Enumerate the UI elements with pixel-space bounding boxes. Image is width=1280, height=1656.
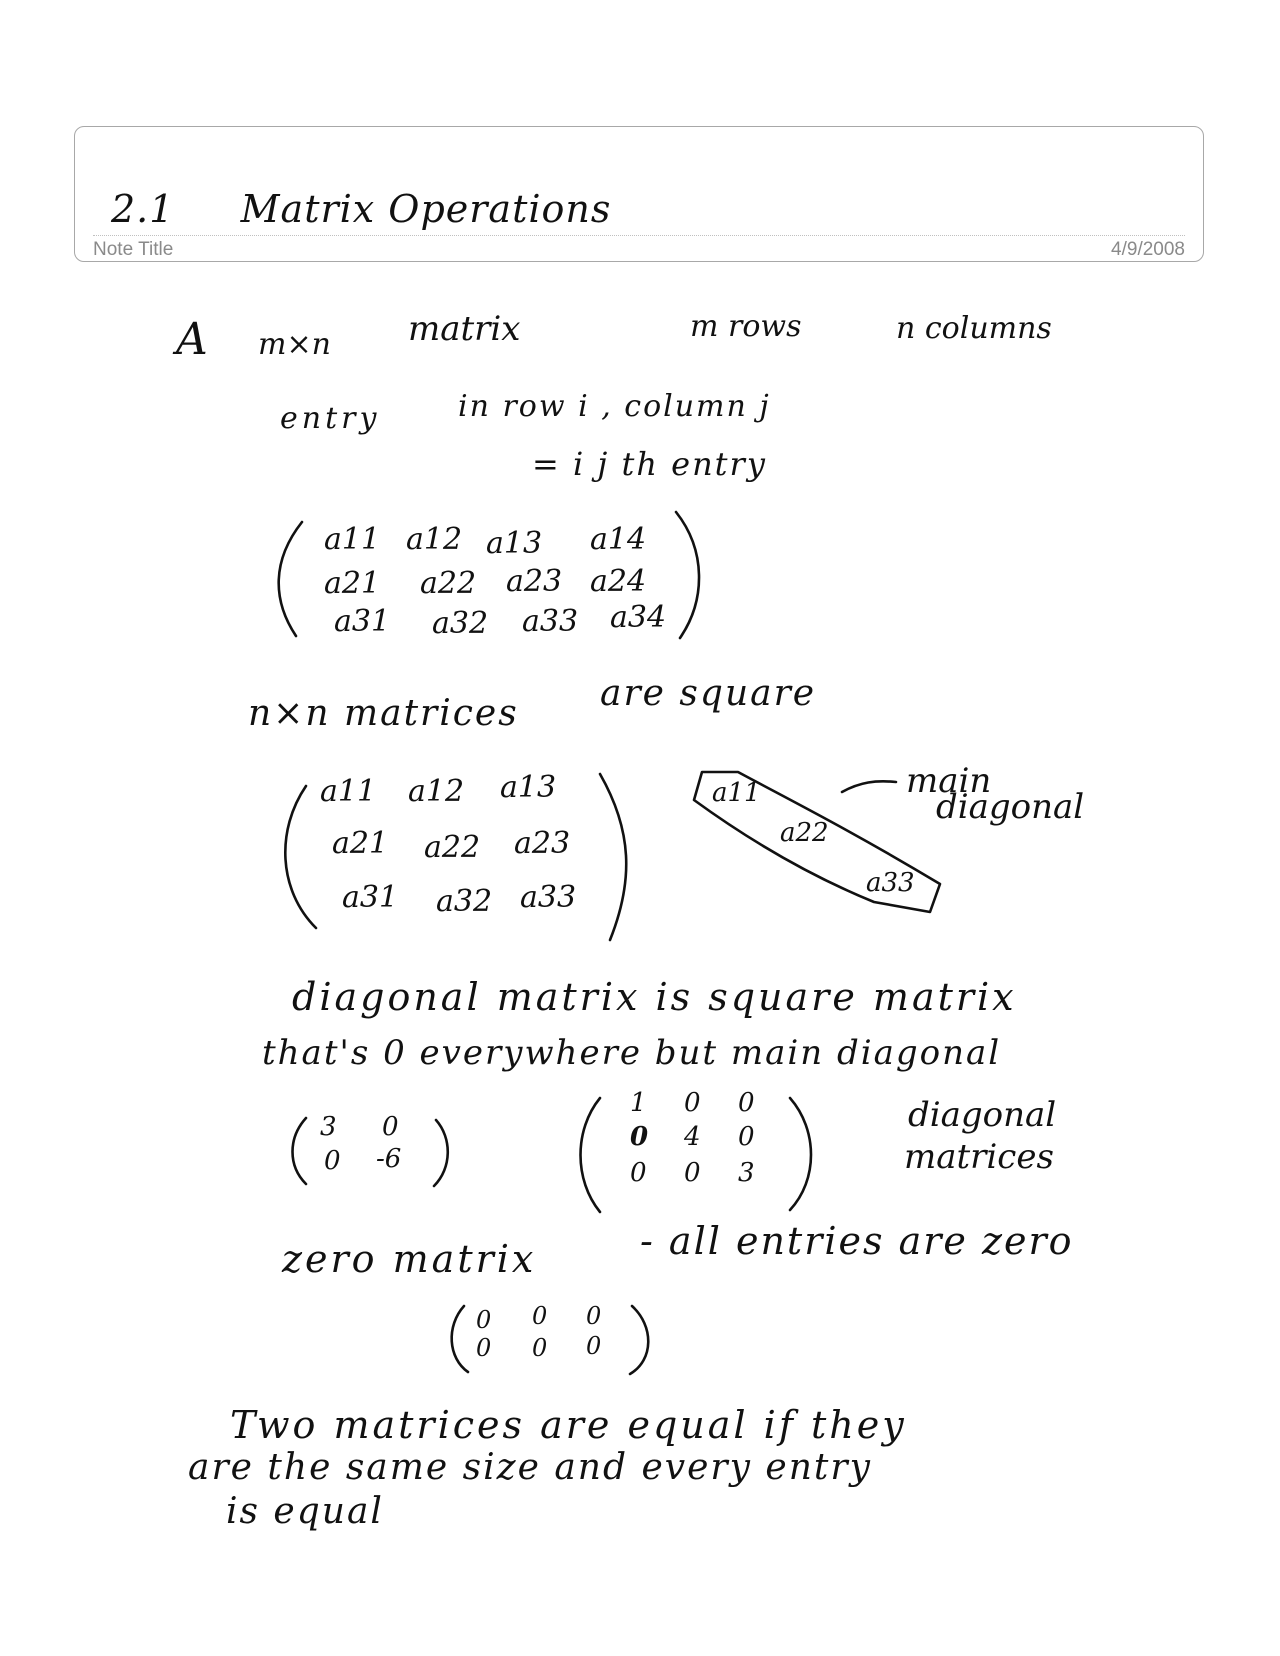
- matrix-cell: 0: [324, 1146, 341, 1176]
- matrix-cell: 0: [738, 1088, 755, 1118]
- are-square-text: are square: [600, 673, 817, 714]
- matrix-cell: -6: [376, 1144, 402, 1174]
- matrix-cell: 0: [532, 1334, 548, 1362]
- matrix-cell: 0: [476, 1334, 492, 1362]
- diagonal-entry: a33: [866, 868, 915, 898]
- diagonal-def-line2: that's 0 everywhere but main diagonal: [262, 1033, 1002, 1073]
- equal-def-line1: Two matrices are equal if they: [230, 1403, 907, 1447]
- matrix-cell: a31: [342, 880, 399, 915]
- matrix-cell: a12: [406, 522, 463, 557]
- left-paren: [452, 1306, 468, 1372]
- matrix-cell: a12: [408, 774, 465, 809]
- matrix-cell: 0: [630, 1122, 649, 1152]
- matrix-cell: 0: [738, 1122, 755, 1152]
- ij-entry-text: = i j th entry: [532, 445, 767, 483]
- matrix-A-label: A: [176, 314, 208, 365]
- matrix-cell: 0: [630, 1158, 647, 1188]
- m-rows-text: m rows: [690, 309, 802, 344]
- matrix-cell: 0: [476, 1306, 492, 1334]
- zero-matrix-text: zero matrix: [282, 1237, 537, 1281]
- diagonal-band: [694, 772, 940, 912]
- pointer-line: [842, 781, 896, 792]
- matrix-cell: 0: [586, 1302, 602, 1330]
- diagonal-matrices-label-2: matrices: [904, 1137, 1054, 1177]
- left-paren: [285, 786, 316, 928]
- matrix-cell: a32: [432, 606, 489, 641]
- note-date: 4/9/2008: [1111, 239, 1185, 260]
- matrix-word: matrix: [408, 309, 521, 349]
- diagonal-matrices-label-1: diagonal: [908, 1095, 1057, 1135]
- note-title-label: Note Title: [93, 239, 174, 260]
- matrix-cell: 0: [382, 1112, 399, 1142]
- matrix-cell: a23: [514, 826, 571, 861]
- matrix-cell: a21: [332, 826, 389, 861]
- matrix-cell: a13: [500, 770, 557, 805]
- matrix-cell: a33: [520, 880, 577, 915]
- matrix-cell: 3: [320, 1112, 337, 1142]
- entry-word: entry: [280, 401, 381, 436]
- right-paren: [630, 1306, 648, 1374]
- right-paren: [600, 774, 626, 940]
- matrix-cell: a11: [324, 522, 381, 557]
- matrix-cell: 0: [532, 1302, 548, 1330]
- matrix-cell: 0: [684, 1158, 701, 1188]
- mxn-label: m×n: [258, 327, 331, 362]
- matrix-cell: 0: [684, 1088, 701, 1118]
- matrix-cell: a11: [320, 774, 377, 809]
- diagonal-entry: a11: [712, 778, 761, 808]
- matrix-cell: 3: [738, 1158, 755, 1188]
- equal-def-line2: are the same size and every entry: [188, 1447, 872, 1488]
- matrix-cell: 4: [684, 1122, 701, 1152]
- page-title: Matrix Operations: [240, 187, 612, 231]
- matrix-cell: a34: [610, 600, 667, 635]
- diagonal-def-line1: diagonal matrix is square matrix: [292, 975, 1017, 1019]
- matrix-cell: a32: [436, 884, 493, 919]
- main-label: main: [906, 761, 992, 801]
- n-columns-text: n columns: [896, 311, 1052, 346]
- left-paren: [581, 1098, 601, 1212]
- matrix-cell: 1: [630, 1088, 647, 1118]
- matrix-cell: 0: [586, 1332, 602, 1360]
- nxn-matrices-text: n×n matrices: [248, 693, 519, 734]
- right-paren: [790, 1098, 811, 1210]
- zero-matrix-def: - all entries are zero: [640, 1219, 1074, 1263]
- matrix-cell: a14: [590, 522, 647, 557]
- diagonal-entry: a22: [780, 818, 829, 848]
- left-paren: [293, 1118, 307, 1184]
- matrix-cell: a21: [324, 566, 381, 601]
- matrix-cell: a31: [334, 604, 391, 639]
- matrix-cell: a22: [424, 830, 481, 865]
- matrix-cell: a24: [590, 564, 647, 599]
- matrix-cell: a33: [522, 604, 579, 639]
- entry-position-text: in row i , column j: [458, 389, 771, 424]
- diagonal-label: diagonal: [936, 787, 1085, 827]
- matrix-cell: a13: [486, 526, 543, 561]
- section-number: 2.1: [111, 187, 175, 231]
- matrix-cell: a23: [506, 564, 563, 599]
- matrix-cell: a22: [420, 566, 477, 601]
- left-paren: [279, 522, 302, 636]
- equal-def-line3: is equal: [226, 1491, 384, 1532]
- right-paren: [676, 512, 699, 638]
- right-paren: [434, 1120, 448, 1186]
